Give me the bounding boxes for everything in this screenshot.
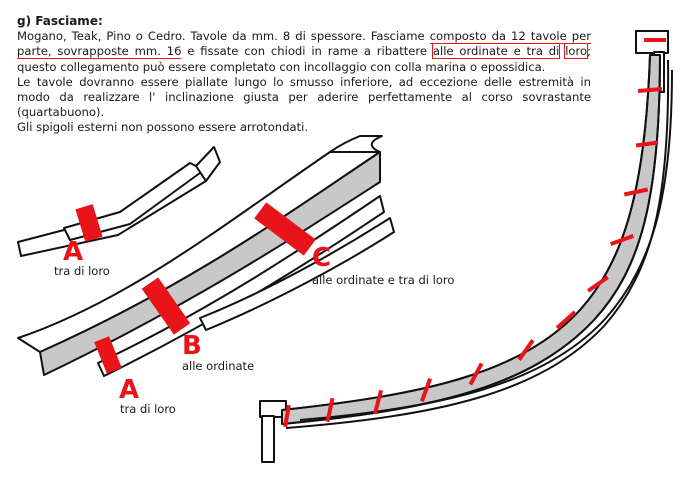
underline-plank-count: composto da 12 tavole (429, 29, 567, 44)
paragraph-materials-part5: ; questo collegamento può essere completato con incollaggio con colla marina o epossidica. (17, 44, 592, 74)
paragraph-planing: Le tavole dovranno essere piallate lungo lo smusso inferiore, ad eccezione delle estremità in modo da realizzare l' inclinazione giusta per aderire perfettamente al corso sovrastante (quartabuono). (17, 74, 591, 120)
small-lapped-planks (18, 147, 220, 256)
label-a-top-caption: tra di loro (54, 264, 110, 278)
label-a-top-letter: A (63, 237, 84, 267)
label-c-letter: C (312, 243, 332, 273)
section-heading: g) Fasciame: (17, 14, 103, 28)
label-a-bottom-letter: A (119, 375, 140, 405)
label-a-bottom-caption: tra di loro (120, 402, 176, 416)
underline-overlap: per parte, sovrapposte mm. 16 (17, 29, 591, 59)
curved-plank-top-edge (330, 136, 382, 152)
label-c-caption: alle ordinate e tra di loro (312, 273, 455, 287)
hull-rivet-1 (644, 38, 666, 42)
label-b-caption: alle ordinate (182, 359, 255, 373)
label-b-letter: B (182, 331, 202, 361)
boxed-fastening-text: alle ordinate e tra di (432, 44, 560, 59)
keel-post (262, 416, 274, 462)
boxed-fastening-text-2: loro (565, 44, 588, 59)
paragraph-materials-part1: Mogano, Teak, Pino o Cedro. Tavole da mm. 8 di spessore. Fasciame (17, 29, 430, 44)
paragraph-edges: Gli spigoli esterni non possono essere arrotondati. (17, 120, 309, 135)
paragraph-materials-part3: e fissate con chiodi in rame a ribattere (181, 44, 433, 59)
